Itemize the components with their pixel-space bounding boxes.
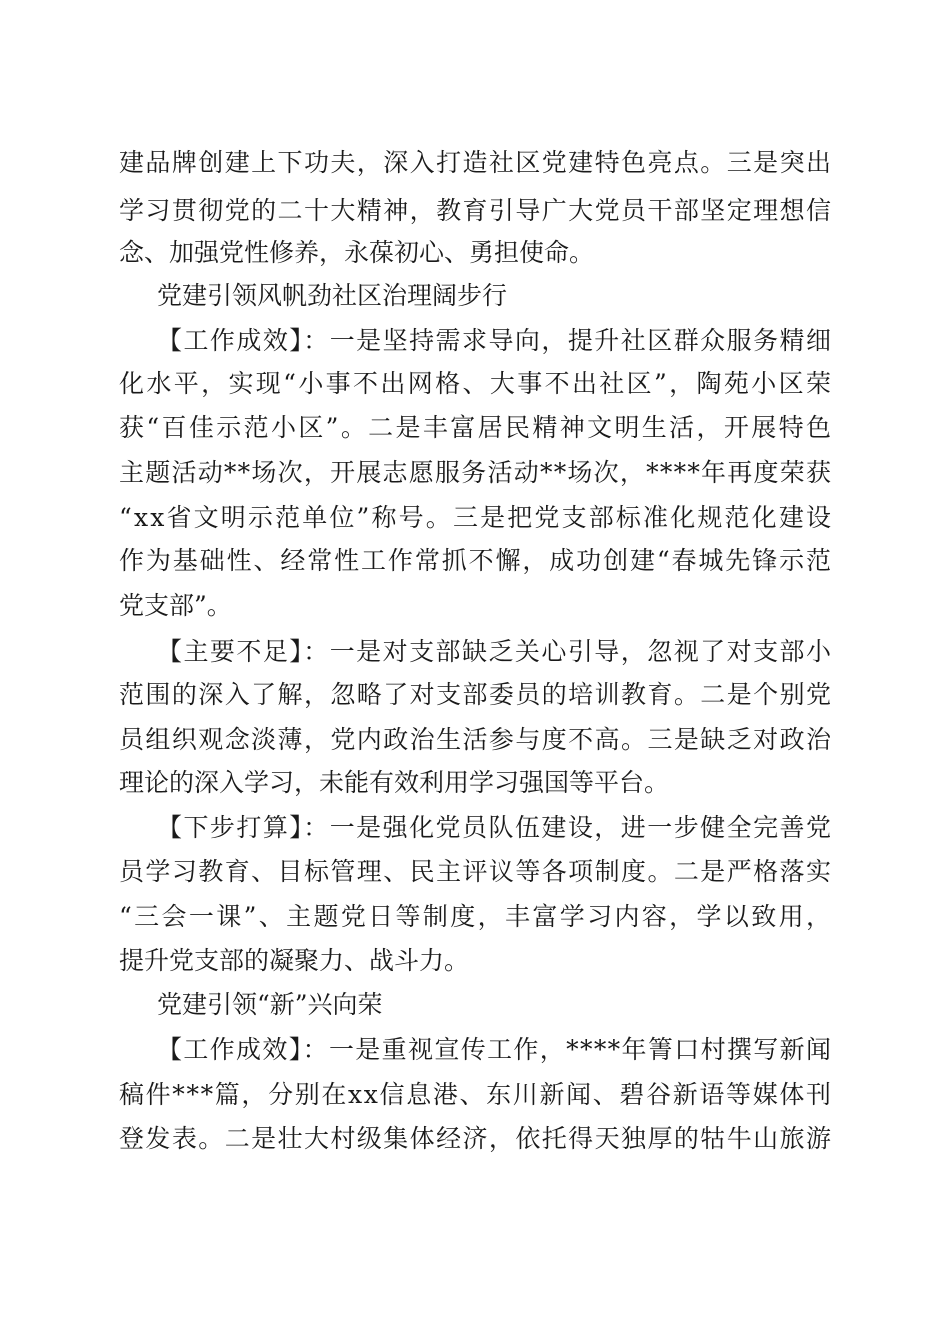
paragraph-line: 主题活动**场次，开展志愿服务活动**场次，****年再度荣获 xyxy=(119,458,833,487)
paragraph-line: 作为基础性、经常性工作常抓不懈，成功创建“春城先锋示范 xyxy=(119,546,833,575)
paragraph-line: 【工作成效】：一是重视宣传工作，****年箐口村撰写新闻 xyxy=(157,1035,833,1064)
paragraph-line: 化水平，实现“小事不出网格、大事不出社区”，陶苑小区荣 xyxy=(119,369,834,398)
paragraph-line: 【工作成效】：一是坚持需求导向，提升社区群众服务精细 xyxy=(157,326,833,355)
paragraph-line: 【主要不足】：一是对支部缺乏关心引导，忽视了对支部小 xyxy=(157,637,833,666)
paragraph-line: 学习贯彻党的二十大精神，教育引导广大党员干部坚定理想信 xyxy=(119,196,833,225)
paragraph-line: “三会一课”、主题党日等制度，丰富学习内容，学以致用， xyxy=(119,902,834,931)
paragraph-line: 员组织观念淡薄，党内政治生活参与度不高。三是缺乏对政治 xyxy=(119,725,833,754)
paragraph-line: 登发表。二是壮大村级集体经济，依托得天独厚的牯牛山旅游 xyxy=(119,1124,833,1153)
paragraph-line: 提升党支部的凝聚力、战斗力。 xyxy=(119,946,470,975)
paragraph-line: 理论的深入学习，未能有效利用学习强国等平台。 xyxy=(119,768,670,797)
paragraph-line: 稿件***篇，分别在xx信息港、东川新闻、碧谷新语等媒体刊 xyxy=(119,1080,833,1109)
paragraph-line: 员学习教育、目标管理、民主评议等各项制度。二是严格落实 xyxy=(119,857,833,886)
paragraph-line: 范围的深入了解，忽略了对支部委员的培训教育。二是个别党 xyxy=(119,680,833,709)
paragraph-line: 党支部”。 xyxy=(119,591,232,620)
section-heading: 党建引领“新”兴向荣 xyxy=(157,990,383,1019)
paragraph-line: 【下步打算】：一是强化党员队伍建设，进一步健全完善党 xyxy=(157,813,833,842)
paragraph-line: 念、加强党性修养，永葆初心、勇担使命。 xyxy=(119,238,595,267)
paragraph-line: 建品牌创建上下功夫，深入打造社区党建特色亮点。三是突出 xyxy=(119,148,833,177)
paragraph-line: “xx省文明示范单位”称号。三是把党支部标准化规范化建设 xyxy=(119,503,834,532)
section-heading: 党建引领风帆劲社区治理阔步行 xyxy=(157,281,508,310)
paragraph-line: 获“百佳示范小区”。二是丰富居民精神文明生活，开展特色 xyxy=(119,413,834,442)
